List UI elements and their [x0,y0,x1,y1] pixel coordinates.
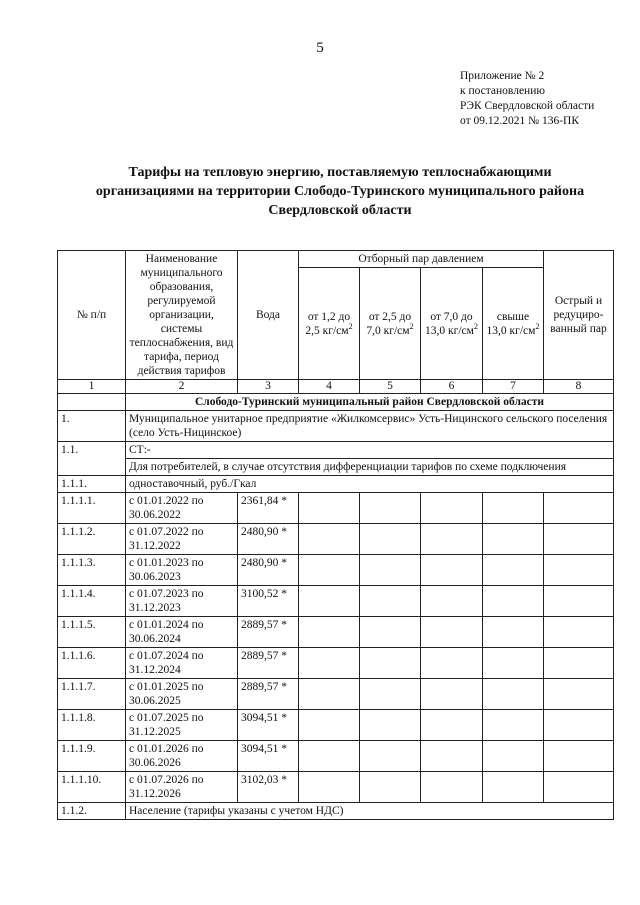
row-num: 1.1.1.2. [58,524,126,555]
row-num: 1.1.1.3. [58,555,126,586]
empty-cell [421,710,483,741]
empty-cell [483,741,544,772]
table-row [58,679,614,710]
row-num: 1.1.1.10. [58,772,126,803]
appendix-line: к постановлению [460,85,545,97]
header-steam-4 [483,268,544,380]
empty-cell [421,555,483,586]
empty-cell [360,524,421,555]
row-num: 1.1.1.5. [58,617,126,648]
district-name: Слободо-Туринский муниципальный район Свердловской области [126,394,614,411]
table-row [58,555,614,586]
table-row [58,493,614,524]
population-text: Население (тарифы указаны с учетом НДС) [126,803,614,820]
empty-cell [421,586,483,617]
empty-cell [299,772,360,803]
empty-cell [483,772,544,803]
header-steam-group: Отборный пар давлением [299,251,544,268]
empty-cell [544,586,614,617]
system-row [58,442,614,459]
empty-cell [421,524,483,555]
empty-cell [483,648,544,679]
empty-cell [421,679,483,710]
district-row [58,394,614,411]
empty-cell [299,617,360,648]
empty-cell [544,555,614,586]
tariff-type-row [58,476,614,493]
empty-cell [544,679,614,710]
table-row [58,524,614,555]
water-cell: 3100,52 * [238,586,299,617]
empty-cell [483,555,544,586]
header-name: Наименование муниципального образования, регулируемой организации, системы теплоснабжения, вид тарифа, период действия тарифов [126,251,238,380]
period-cell: с 01.07.2025 по 31.12.2025 [126,710,238,741]
table-row [58,586,614,617]
empty-cell [483,493,544,524]
population-row [58,803,614,820]
empty-cell [299,679,360,710]
index-cell: 2 [126,380,238,394]
appendix-note [460,69,594,129]
water-cell: 2889,57 * [238,648,299,679]
empty-cell [544,741,614,772]
system-name: СТ:- [126,442,614,459]
period-cell: с 01.01.2024 по 30.06.2024 [126,617,238,648]
superscript: 2 [535,321,540,331]
empty-cell [299,493,360,524]
empty-cell [299,648,360,679]
empty-cell [299,586,360,617]
index-cell: 5 [360,380,421,394]
empty-cell [58,394,126,411]
empty-cell [360,617,421,648]
table-row [58,648,614,679]
header-sharp-steam: Острый и редуциро-ванный пар [544,251,614,380]
empty-cell [421,493,483,524]
period-cell: с 01.07.2026 по 31.12.2026 [126,772,238,803]
water-cell: 3094,51 * [238,710,299,741]
empty-cell [483,617,544,648]
water-cell: 2361,84 * [238,493,299,524]
water-cell: 2889,57 * [238,617,299,648]
period-cell: с 01.01.2025 по 30.06.2025 [126,679,238,710]
header-steam-1-text: от 1,2 до 2,5 кг/см [305,310,351,337]
water-cell: 2480,90 * [238,555,299,586]
empty-cell [360,648,421,679]
index-cell: 3 [238,380,299,394]
empty-cell [544,772,614,803]
period-cell: с 01.07.2024 по 31.12.2024 [126,648,238,679]
empty-cell [360,741,421,772]
table-row [58,617,614,648]
header-steam-3 [421,268,483,380]
header-steam-1 [299,268,360,380]
empty-cell [421,772,483,803]
empty-cell [483,524,544,555]
empty-cell [483,586,544,617]
row-num: 1.1.1. [58,476,126,493]
empty-cell [421,648,483,679]
empty-cell [421,741,483,772]
header-steam-4-text: свыше 13,0 кг/см [486,310,536,337]
empty-cell [360,555,421,586]
empty-cell [544,710,614,741]
table-row [58,772,614,803]
empty-cell [544,493,614,524]
empty-cell [421,617,483,648]
header-steam-3-text: от 7,0 до 13,0 кг/см [425,310,474,337]
empty-cell [299,710,360,741]
period-cell: с 01.01.2022 по 30.06.2022 [126,493,238,524]
row-num: 1.1.1.1. [58,493,126,524]
appendix-line: РЭК Свердловской области [460,100,595,112]
title-line: Тарифы на тепловую энергию, поставляемую теплоснабжающими [128,165,552,180]
empty-cell [360,679,421,710]
empty-cell [299,555,360,586]
consumers-row [58,459,614,476]
water-cell: 3102,03 * [238,772,299,803]
water-cell: 2480,90 * [238,524,299,555]
index-cell: 1 [58,380,126,394]
empty-cell [483,710,544,741]
table-row [58,741,614,772]
row-num: 1.1.2. [58,803,126,820]
superscript: 2 [348,321,353,331]
header-num: № п/п [58,251,126,380]
organization-row [58,411,614,442]
header-steam-2 [360,268,421,380]
page-number: 5 [316,40,324,56]
empty-cell [299,524,360,555]
row-num: 1.1.1.7. [58,679,126,710]
index-cell: 6 [421,380,483,394]
row-num: 1.1.1.4. [58,586,126,617]
water-cell: 2889,57 * [238,679,299,710]
consumers-text: Для потребителей, в случае отсутствия дифференциации тарифов по схеме подключения [126,459,614,476]
empty-cell [544,617,614,648]
empty-cell [360,772,421,803]
empty-cell [483,679,544,710]
index-cell: 7 [483,380,544,394]
appendix-line: Приложение № 2 [460,70,545,82]
table-row [58,710,614,741]
row-num: 1.1.1.8. [58,710,126,741]
superscript: 2 [409,321,414,331]
empty-cell [360,586,421,617]
header-steam-2-text: от 2,5 до 7,0 кг/см [366,310,412,337]
row-num: 1.1.1.6. [58,648,126,679]
empty-cell [299,741,360,772]
column-index-row [58,380,614,394]
appendix-line: от 09.12.2021 № 136-ПК [460,115,580,127]
row-num: 1.1.1.9. [58,741,126,772]
superscript: 2 [473,321,478,331]
empty-cell [360,710,421,741]
title-line: Свердловской области [268,203,412,218]
row-num: 1.1. [58,442,126,476]
row-num: 1. [58,411,126,442]
title-line: организациями на территории Слободо-Туринского муниципального района [95,184,585,199]
period-cell: с 01.01.2023 по 30.06.2023 [126,555,238,586]
document-title [60,163,620,220]
index-cell: 8 [544,380,614,394]
water-cell: 3094,51 * [238,741,299,772]
index-cell: 4 [299,380,360,394]
period-cell: с 01.07.2022 по 31.12.2022 [126,524,238,555]
period-cell: с 01.01.2026 по 30.06.2026 [126,741,238,772]
empty-cell [544,524,614,555]
organization-name: Муниципальное унитарное предприятие «Жилкомсервис» Усть-Ницинского сельского поселения (село Усть-Ницинское) [126,411,614,442]
empty-cell [360,493,421,524]
period-cell: с 01.07.2023 по 31.12.2023 [126,586,238,617]
tariff-type: одноставочный, руб./Гкал [126,476,614,493]
header-water: Вода [238,251,299,380]
empty-cell [544,648,614,679]
tariff-table [57,250,614,820]
